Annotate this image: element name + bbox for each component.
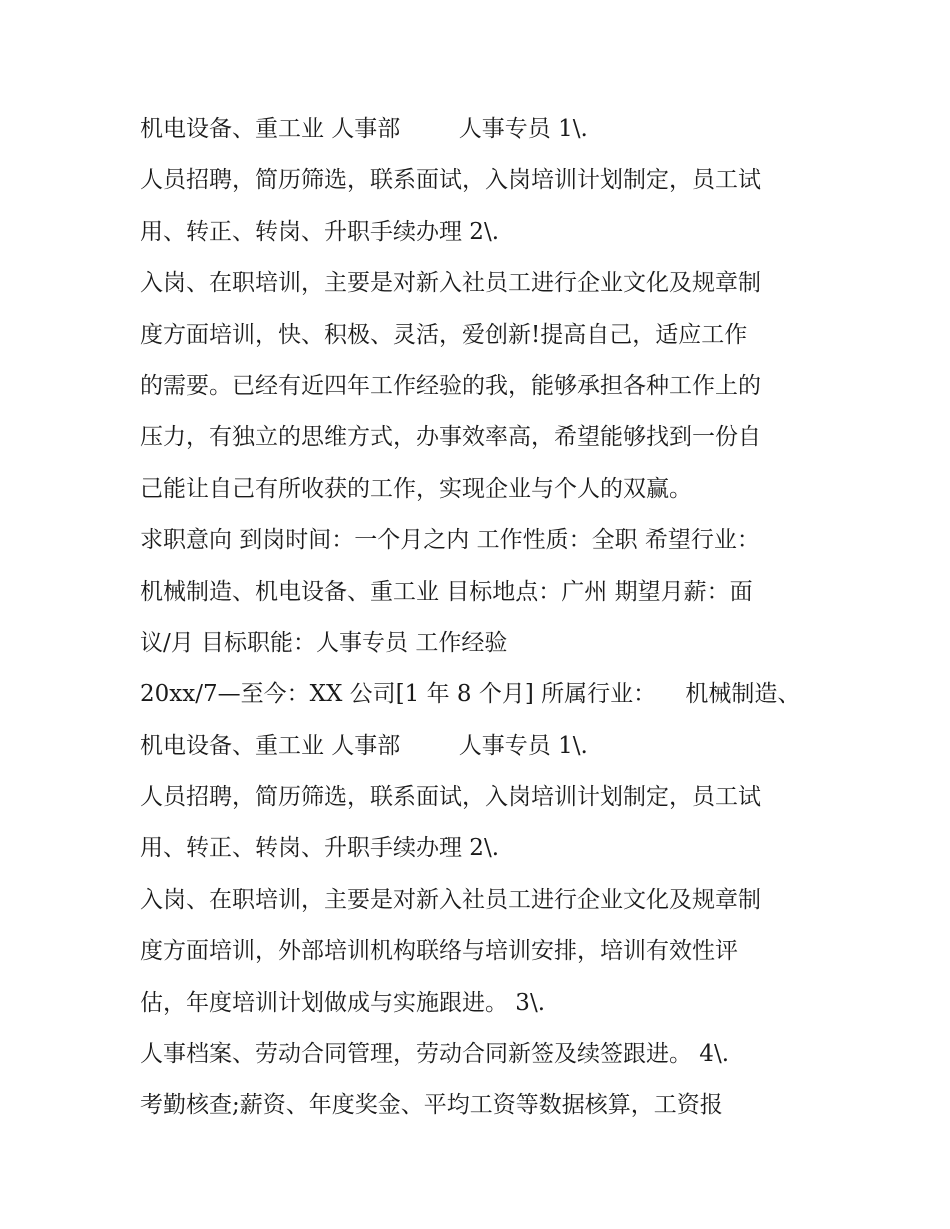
- text-line-3: 用、转正、转岗、升职手续办理 2\.: [140, 218, 500, 245]
- text-line-12: 20xx/7—至今：XX 公司[1 年 8 个月] 所属行业： 机械制造、: [140, 681, 801, 708]
- text-line-1: 机电设备、重工业 人事部 人事专员 1\.: [140, 116, 588, 142]
- text-line-18: 估，年度培训计划做成与实施跟进。 3\.: [140, 989, 546, 1016]
- text-line-17: 度方面培训，外部培训机构联络与培训安排，培训有效性评: [140, 938, 738, 965]
- text-line-15: 用、转正、转岗、升职手续办理 2\.: [140, 835, 500, 862]
- text-line-19: 人事档案、劳动合同管理，劳动合同新签及续签跟进。 4\.: [140, 1041, 730, 1068]
- text-line-4: 入岗、在职培训，主要是对新入社员工进行企业文化及规章制: [140, 270, 761, 297]
- text-line-8: 己能让自己有所收获的工作，实现企业与个人的双赢。: [140, 475, 692, 502]
- text-line-6: 的需要。已经有近四年工作经验的我，能够承担各种工作上的: [140, 372, 761, 399]
- text-line-11: 议/月 目标职能：人事专员 工作经验: [140, 629, 508, 656]
- document-body: [140, 104, 820, 1132]
- text-line-20: 考勤核查;薪资、年度奖金、平均工资等数据核算，工资报: [140, 1092, 723, 1119]
- text-line-9: 求职意向 到岗时间：一个月之内 工作性质：全职 希望行业：: [140, 527, 760, 554]
- text-line-14: 人员招聘，简历筛选，联系面试，入岗培训计划制定，员工试: [140, 784, 761, 811]
- text-line-2: 人员招聘，简历筛选，联系面试，入岗培训计划制定，员工试: [140, 167, 761, 194]
- text-line-13: 机电设备、重工业 人事部 人事专员 1\.: [140, 732, 588, 759]
- text-line-16: 入岗、在职培训，主要是对新入社员工进行企业文化及规章制: [140, 886, 761, 913]
- text-line-7: 压力，有独立的思维方式，办事效率高，希望能够找到一份自: [140, 424, 761, 451]
- text-line-5: 度方面培训，快、积极、灵活，爱创新!提高自己，适应工作: [140, 321, 748, 348]
- text-line-10: 机械制造、机电设备、重工业 目标地点：广州 期望月薪：面: [140, 578, 753, 605]
